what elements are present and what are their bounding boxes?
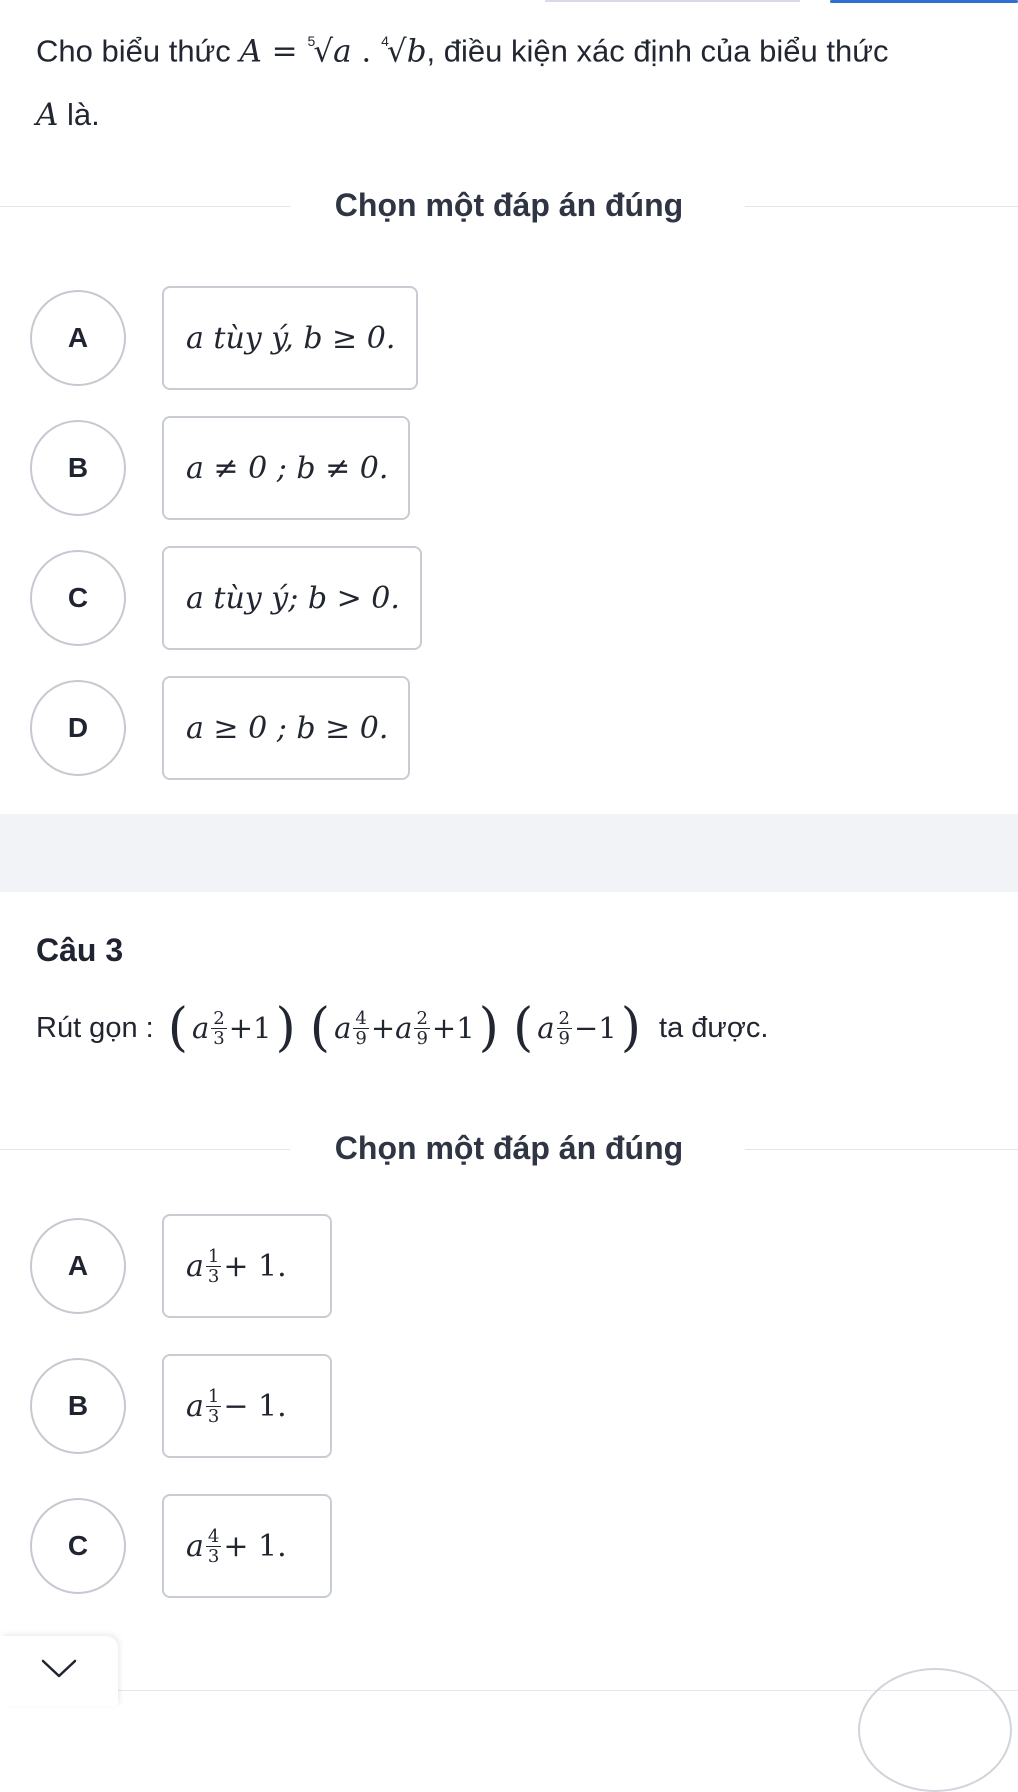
question-2-text: Cho biểu thức A = $^5$√a . $^4$√b, điều kiện xác định của biểu thức [36,33,889,70]
option-text[interactable]: a $\frac{4}{3}$ + 1. [162,1494,332,1598]
option-text[interactable]: a $\frac{1}{3}$ − 1. [162,1354,332,1458]
option-letter[interactable]: A [30,290,126,386]
progress-segment-active [830,0,1018,3]
option-text[interactable]: a tùy ý; b > 0. [162,546,422,650]
question-3-text: Rút gọn : ( a $\frac{2}{3}$ +1 ) ( a $\frac{4}{9}$ + a $\frac{2}{9}$ +1 ) ( a $\frac{2}{9}$ −1 ) ta được. [36,998,769,1058]
option-letter[interactable]: C [30,550,126,646]
choose-one-label: Chọn một đáp án đúng [334,1130,684,1166]
question-3-prefix: Rút gọn : [36,1011,154,1044]
choose-one-divider [0,1130,1018,1166]
progress-segment [545,0,800,2]
option-text[interactable]: a ≥ 0 ; b ≥ 0. [162,676,410,780]
choose-one-label: Chọn một đáp án đúng [334,187,684,223]
question-3-title: Câu 3 [36,932,124,968]
option-text[interactable]: a $\frac{1}{3}$ + 1. [162,1214,332,1318]
chevron-down-icon[interactable] [41,1659,77,1684]
option-text[interactable]: a tùy ý, b ≥ 0. [162,286,418,390]
question-card-2 [0,36,1018,813]
collapse-button[interactable] [0,1636,118,1706]
option-letter[interactable]: B [30,1358,126,1454]
option-letter[interactable]: C [30,1498,126,1594]
option-text[interactable]: a ≠ 0 ; b ≠ 0. [162,416,410,520]
question-2-text-line2: A là. [36,97,100,133]
question-3-suffix: ta được. [659,1011,769,1044]
option-letter[interactable]: B [30,420,126,516]
card-gap [0,814,1018,892]
option-letter[interactable]: D [30,680,126,776]
option-letter[interactable]: A [30,1218,126,1314]
choose-one-divider [0,187,1018,223]
scroll-indicator-arc [858,1668,1012,1792]
